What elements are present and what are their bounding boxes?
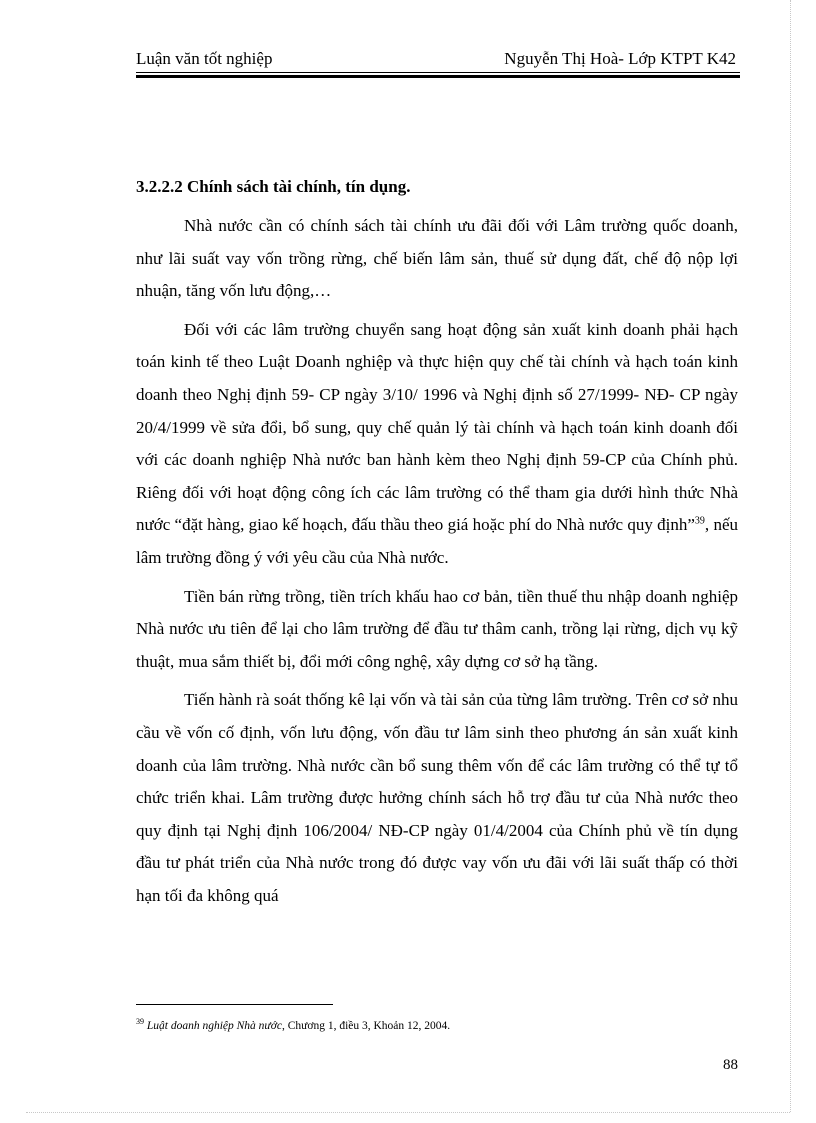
paragraph-enterprise-accounting-tail: , nếu lâm trường đồng ý với yêu cầu của Nhà nước. <box>136 515 738 567</box>
page-right-border <box>790 0 791 1112</box>
paragraph-enterprise-accounting <box>136 314 738 575</box>
page-bottom-border <box>26 1112 790 1113</box>
paragraph-enterprise-accounting-text: Đối với các lâm trường chuyển sang hoạt động sản xuất kinh doanh phải hạch toán kinh tế theo Luật Doanh nghiệp và thực hiện quy chế tài chính và hạch toán kinh doanh theo Nghị định 59- CP ngày 3/10/ 1996 và Nghị định số 27/1999- NĐ- CP ngày 20/4/1999 về sửa đổi, bổ sung, quy chế quản lý tài chính và hạch toán kinh doanh đối với các doanh nghiệp Nhà nước ban hành kèm theo Nghị định 59-CP của Chính phủ. Riêng đối với hoạt động công ích các lâm trường có thể tham gia dưới hình thức Nhà nước “đặt hàng, giao kế hoạch, đấu thầu theo giá hoặc phí do Nhà nước quy định” <box>136 319 738 535</box>
section-heading: 3.2.2.2 Chính sách tài chính, tín dụng. <box>136 177 411 196</box>
footnote-source: Luật doanh nghiệp Nhà nước <box>146 1019 282 1032</box>
main-content <box>136 175 738 918</box>
header-author-class: Nguyễn Thị Hoà- Lớp KTPT K42 <box>504 49 736 68</box>
header-rule-thick <box>136 75 740 78</box>
footnote-mark: 39 <box>136 1017 144 1026</box>
paragraph-financial-policy: Nhà nước cần có chính sách tài chính ưu đãi đối với Lâm trường quốc doanh, như lãi suất vay vốn trồng rừng, chế biến lâm sản, thuế sử dụng đất, chế độ nộp lợi nhuận, tăng vốn lưu động,… <box>136 216 738 301</box>
footnote-detail: , Chương 1, điều 3, Khoản 12, 2004. <box>281 1019 451 1032</box>
page-header <box>136 48 740 72</box>
footnote-reference[interactable]: 39 <box>694 515 705 527</box>
header-rule-thin <box>136 72 740 73</box>
paragraph-forest-revenue: Tiền bán rừng trồng, tiền trích khấu hao cơ bản, tiền thuế thu nhập doanh nghiệp Nhà nước ưu tiên để lại cho lâm trường để đầu tư thâm canh, trồng lại rừng, dịch vụ kỹ thuật, mua sắm thiết bị, đổi mới công nghệ, xây dựng cơ sở hạ tầng. <box>136 586 738 671</box>
footnote <box>136 1014 736 1034</box>
footnote-separator <box>136 1004 333 1005</box>
paragraph-asset-review: Tiến hành rà soát thống kê lại vốn và tài sản của từng lâm trường. Trên cơ sở nhu cầu về vốn cố định, vốn lưu động, vốn đầu tư lâm sinh theo phương án sản xuất kinh doanh của lâm trường. Nhà nước cần bổ sung thêm vốn để các lâm trường có thể tự tổ chức triển khai. Lâm trường được hưởng chính sách hỗ trợ đầu tư của Nhà nước theo quy định tại Nghị định 106/2004/ NĐ-CP ngày 01/4/2004 của Chính phủ về tín dụng đầu tư phát triển của Nhà nước trong đó được vay vốn ưu đãi với lãi suất thấp có thời hạn tối đa không quá <box>136 690 738 905</box>
header-thesis-label: Luận văn tốt nghiệp <box>136 49 273 68</box>
page-number: 88 <box>723 1057 738 1073</box>
